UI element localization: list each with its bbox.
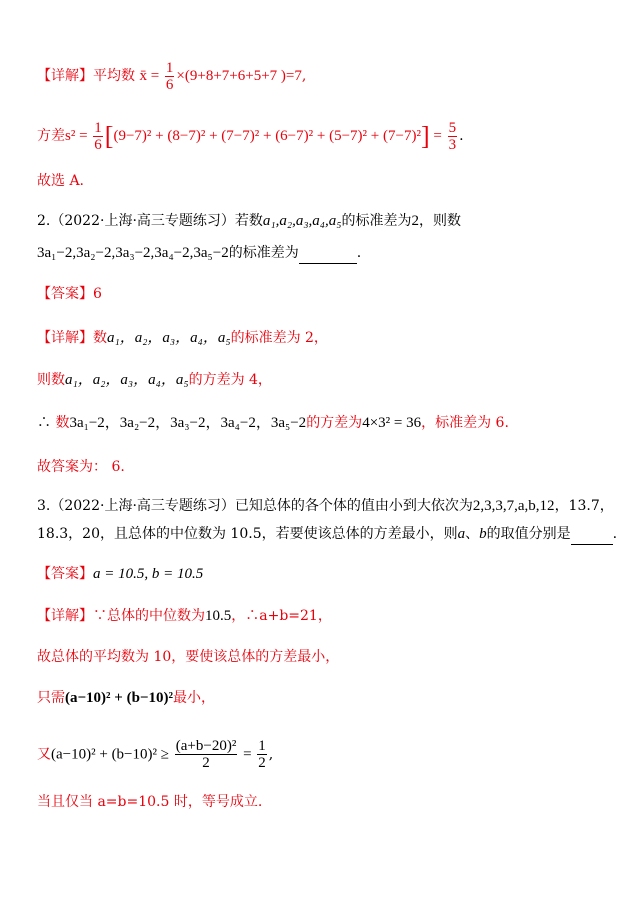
inequality-result: $\frac{1}{2}$ xyxy=(258,738,266,771)
question-3-sequence: 2,3,3,7,a,b,12 xyxy=(472,498,555,514)
detail-mean-line: 【详解】平均数 x̄ = $\frac{1}{6}$ ×(9+8+7+6+5+7 )=7, xyxy=(37,60,307,93)
detail-tag: 【详解】 xyxy=(37,608,93,624)
therefore-symbol: ∴ xyxy=(37,415,51,431)
question-number: 3. xyxy=(37,498,51,514)
question-2-vars: a₁,a₂,a₃,a₄,a₅ xyxy=(262,213,342,229)
answer-3-detail-4: 又(a−10)² + (b−10)² ≥ $\frac{\text{(a+b−20)²}}{2}$ = $\frac{1}{2}$ , xyxy=(37,738,274,771)
answer-2-detail-1: 【详解】数a₁，a₂，a₃，a₄，a₅的标准差为 2， xyxy=(37,330,328,346)
mean-label: 平均数 xyxy=(93,67,135,84)
question-3-line-2: 18.3，20，且总体的中位数为 10.5，若要使该总体的方差最小，则a、b的取值分别是 . xyxy=(37,524,617,545)
answer-blank xyxy=(299,243,357,264)
answer-3-detail-3: 只需(a−10)² + (b−10)²最小， xyxy=(37,690,215,706)
answer-blank xyxy=(571,524,613,545)
answer-3-detail-1: 【详解】∵总体的中位数为10.5，∴a+b=21， xyxy=(37,608,332,624)
question-2-line-1: 2.（2022·上海·高三专题练习）若数a₁,a₂,a₃,a₄,a₅的标准差为2，则数 xyxy=(37,213,461,229)
question-number: 2. xyxy=(37,213,51,229)
inequality-fraction: $\frac{\text{(a+b−20)²}}{2}$ xyxy=(175,738,237,771)
answer-value: 6 xyxy=(93,286,102,302)
answer-2-detail-3: ∴ 数3a₁−2，3a₂−2，3a₃−2，3a₄−2，3a₅−2的方差为4×3² = 36，标准差为 6. xyxy=(37,415,509,431)
detail-tag: 【详解】 xyxy=(37,330,93,346)
answer-tag: 【答案】 xyxy=(37,566,93,582)
variance-result: $\frac{5}{3}$ xyxy=(448,120,457,153)
question-3-line-1: 3.（2022·上海·高三专题练习）已知总体的各个体的值由小到大依次为2,3,3,7,a,b,12，13.7， xyxy=(37,498,614,514)
question-source: （2022·上海·高三专题练习） xyxy=(50,213,235,229)
answer-value: a = 10.5, b = 10.5 xyxy=(93,566,204,582)
question-2-line-2: 3a₁−2,3a₂−2,3a₃−2,3a₄−2,3a₅−2的标准差为 . xyxy=(37,243,361,264)
answer-3-detail-5: 当且仅当 a=b=10.5 时，等号成立. xyxy=(37,794,263,810)
question-source: （2022·上海·高三专题练习） xyxy=(50,498,235,514)
detail-tag: 【详解】 xyxy=(37,67,93,84)
answer-2-final: 故答案为： 6. xyxy=(37,459,125,475)
mean-formula: x̄ = $\frac{1}{6}$ ×(9+8+7+6+5+7 )=7 xyxy=(139,60,302,93)
answer-2 xyxy=(37,284,102,304)
variance-formula: s² = $\frac{1}{6}$ [(9−7)² + (8−7)² + (7−7)² + (6−7)² + (5−7)² + (7−7)²] = $\frac{5}{3}$ xyxy=(65,120,457,153)
answer-tag: 【答案】 xyxy=(37,286,93,302)
choose-answer: 故选 A. xyxy=(37,173,85,189)
mean-fraction: $\frac{1}{6}$ xyxy=(165,60,174,93)
answer-2-detail-2: 则数a₁，a₂，a₃，a₄，a₅的方差为 4， xyxy=(37,372,272,388)
answer-3 xyxy=(37,564,203,584)
question-2-expr: 3a₁−2,3a₂−2,3a₃−2,3a₄−2,3a₅−2 xyxy=(37,245,229,261)
variance-label: 方差 xyxy=(37,127,65,144)
answer-3-detail-2: 故总体的平均数为 10，要使该总体的方差最小， xyxy=(37,649,340,665)
detail-variance-line: 方差s² = $\frac{1}{6}$ [(9−7)² + (8−7)² + (7−7)² + (6−7)² + (5−7)² + (7−7)²] = $\frac{5}{3}$ . xyxy=(37,120,464,153)
